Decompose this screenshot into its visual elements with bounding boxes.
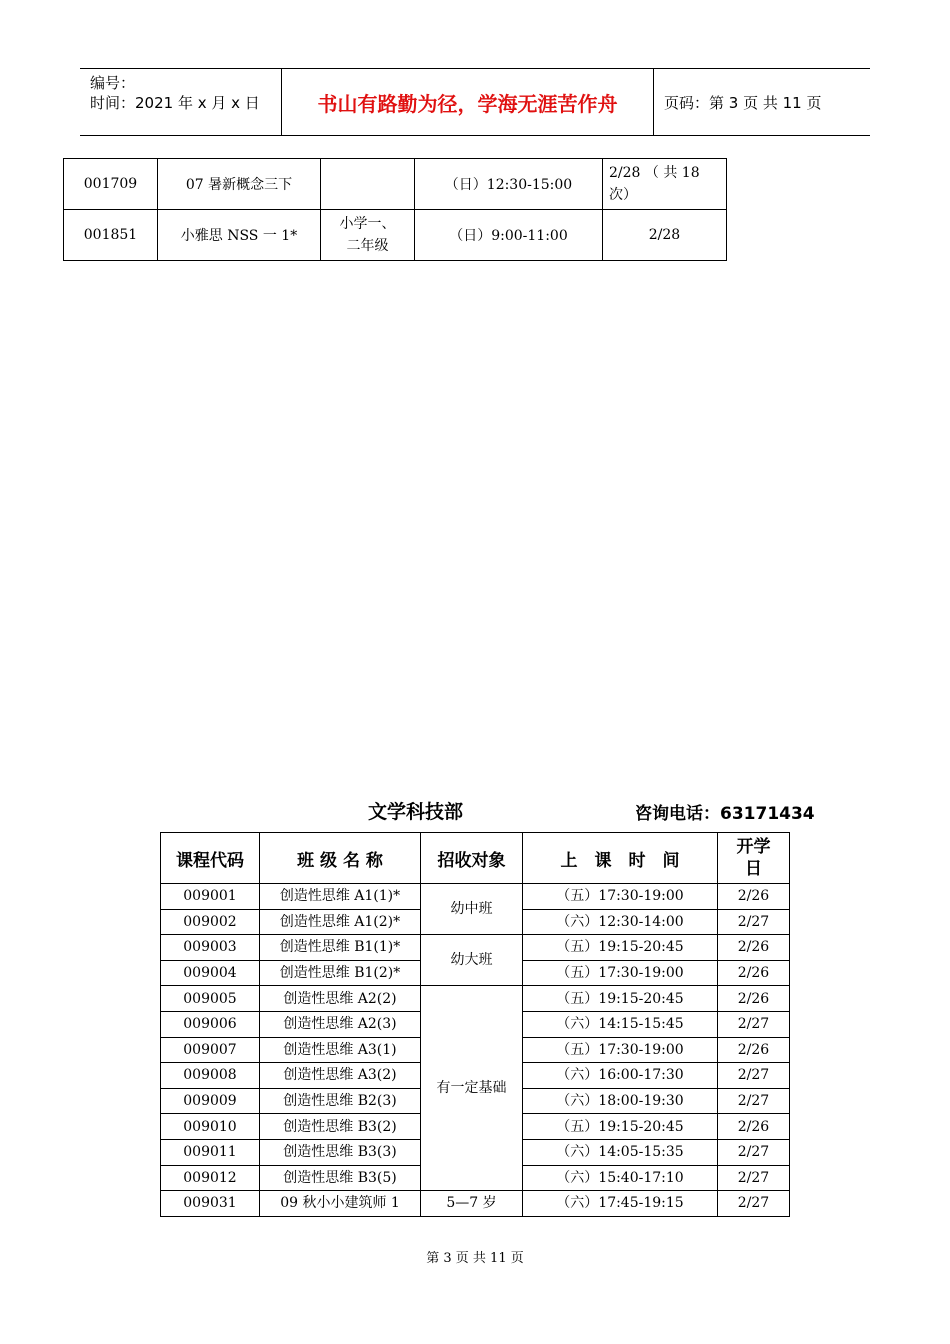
course-code: 001709 — [64, 159, 158, 210]
course-time: （五）17:30-19:00 — [523, 960, 718, 986]
course-code: 009004 — [161, 960, 260, 986]
table-row — [161, 884, 790, 910]
course-code: 009001 — [161, 884, 260, 910]
course-code: 009012 — [161, 1165, 260, 1191]
course-code: 009031 — [161, 1191, 260, 1217]
table-row — [64, 159, 727, 210]
header-class-time: 上 课 时 间 — [523, 833, 718, 884]
page-footer: 第 3 页 共 11 页 — [426, 1251, 524, 1266]
course-name: 创造性思维 B3(3) — [260, 1139, 421, 1165]
course-code: 009003 — [161, 935, 260, 961]
course-code: 009011 — [161, 1139, 260, 1165]
course-start-date: 2/27 — [718, 1139, 790, 1165]
course-name: 创造性思维 A3(2) — [260, 1063, 421, 1089]
course-time: （六）15:40-17:10 — [523, 1165, 718, 1191]
course-code: 009006 — [161, 1011, 260, 1037]
course-name: 创造性思维 B1(2)* — [260, 960, 421, 986]
course-start-date: 2/26 — [718, 986, 790, 1012]
course-start-date: 2/26 — [718, 884, 790, 910]
course-time: （五）19:15-20:45 — [523, 1114, 718, 1140]
course-start-date: 2/27 — [718, 909, 790, 935]
course-time: （五）17:30-19:00 — [523, 1037, 718, 1063]
course-name: 创造性思维 B3(5) — [260, 1165, 421, 1191]
course-name: 创造性思维 A2(3) — [260, 1011, 421, 1037]
page-header — [80, 68, 870, 136]
course-code: 009010 — [161, 1114, 260, 1140]
course-target: 有一定基础 — [421, 986, 523, 1191]
course-code: 001851 — [64, 210, 158, 261]
course-name: 创造性思维 A3(1) — [260, 1037, 421, 1063]
course-name: 创造性思维 A2(2) — [260, 986, 421, 1012]
course-name: 创造性思维 A1(1)* — [260, 884, 421, 910]
document-number-label: 编号： — [90, 74, 136, 92]
header-motto: 书山有路勤为径，学海无涯苦作舟 — [282, 69, 654, 135]
course-start-date: 2/26 — [718, 1114, 790, 1140]
course-start-date: 2/27 — [718, 1088, 790, 1114]
course-target: 小学一、二年级 — [321, 210, 415, 261]
course-start-date: 2/26 — [718, 960, 790, 986]
continuation-table — [63, 158, 727, 261]
course-time: （五）17:30-19:00 — [523, 884, 718, 910]
header-class-name: 班 级 名 称 — [260, 833, 421, 884]
course-time: （六）16:00-17:30 — [523, 1063, 718, 1089]
course-name: 创造性思维 B3(2) — [260, 1114, 421, 1140]
course-target — [321, 159, 415, 210]
course-name: 创造性思维 A1(2)* — [260, 909, 421, 935]
course-table — [160, 832, 790, 1217]
table-row — [161, 1191, 790, 1217]
course-time: （六）14:15-15:45 — [523, 1011, 718, 1037]
course-time: （六）12:30-14:00 — [523, 909, 718, 935]
header-page-number: 页码：第 3 页 共 11 页 — [664, 93, 822, 112]
course-target: 5—7 岁 — [421, 1191, 523, 1217]
course-time: （五）19:15-20:45 — [523, 935, 718, 961]
course-name: 小雅思 NSS 一 1* — [158, 210, 321, 261]
course-start-date: 2/27 — [718, 1191, 790, 1217]
course-start-date: 2/27 — [718, 1011, 790, 1037]
course-code: 009007 — [161, 1037, 260, 1063]
header-start-date: 开学日 — [718, 833, 790, 884]
course-time: （六）18:00-19:30 — [523, 1088, 718, 1114]
course-start-date: 2/27 — [718, 1165, 790, 1191]
table-header-row — [161, 833, 790, 884]
course-time: （六）17:45-19:15 — [523, 1191, 718, 1217]
course-start-date: 2/27 — [718, 1063, 790, 1089]
course-start-date: 2/28 （ 共 18 次） — [603, 159, 727, 210]
course-name: 创造性思维 B2(3) — [260, 1088, 421, 1114]
course-name: 07 暑新概念三下 — [158, 159, 321, 210]
document-date-label: 时间：2021 年 x 月 x 日 — [90, 94, 260, 112]
course-target: 幼大班 — [421, 935, 523, 986]
course-code: 009009 — [161, 1088, 260, 1114]
course-time: （五）19:15-20:45 — [523, 986, 718, 1012]
course-start-date: 2/26 — [718, 935, 790, 961]
contact-phone: 咨询电话：63171434 — [635, 804, 815, 824]
course-code: 009008 — [161, 1063, 260, 1089]
course-time: （日）12:30-15:00 — [415, 159, 603, 210]
section-title: 文学科技部 — [368, 801, 464, 823]
course-start-date: 2/28 — [603, 210, 727, 261]
course-code: 009002 — [161, 909, 260, 935]
table-row — [64, 210, 727, 261]
course-time: （六）14:05-15:35 — [523, 1139, 718, 1165]
course-code: 009005 — [161, 986, 260, 1012]
course-target: 幼中班 — [421, 884, 523, 935]
course-name: 09 秋小小建筑师 1 — [260, 1191, 421, 1217]
course-start-date: 2/26 — [718, 1037, 790, 1063]
course-time: （日）9:00-11:00 — [415, 210, 603, 261]
header-target: 招收对象 — [421, 833, 523, 884]
table-row — [161, 935, 790, 961]
header-meta — [80, 69, 282, 135]
table-row — [161, 986, 790, 1012]
header-course-code: 课程代码 — [161, 833, 260, 884]
course-name: 创造性思维 B1(1)* — [260, 935, 421, 961]
